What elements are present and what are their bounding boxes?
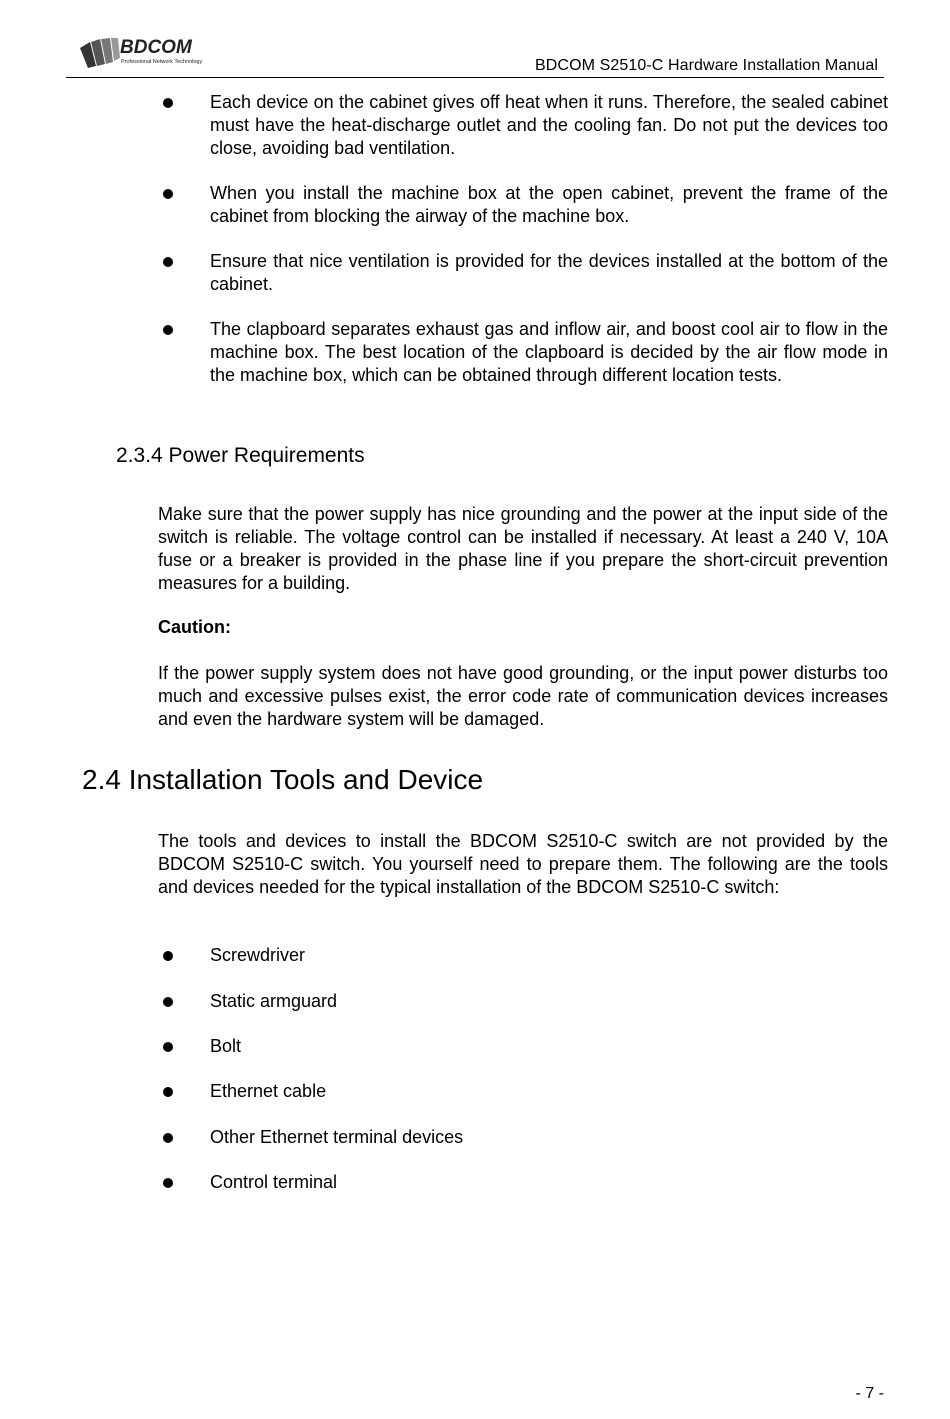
caution-label: Caution: — [158, 617, 231, 637]
list-item — [158, 944, 888, 967]
page-number: - 7 - — [855, 1385, 884, 1402]
list-item — [158, 250, 888, 296]
bullet-icon — [163, 1042, 173, 1052]
tools-paragraph: The tools and devices to install the BDCOM S2510-C switch are not provided by the BDCOM S2510-C switch. You yourself need to prepare them. The following are the tools and devices needed for the typical installation of the BDCOM S2510-C switch: — [158, 831, 888, 897]
list-item-text: Control terminal — [210, 1172, 338, 1192]
list-item — [158, 318, 888, 387]
list-item-text: Static armguard — [210, 991, 338, 1011]
power-paragraph: Make sure that the power supply has nice grounding and the power at the input side of the switch is reliable. The voltage control can be installed if necessary. At least a 240 V, 10A fuse or a breaker is provided in the phase line if you prepare the short-circuit prevention measures for a building. — [158, 504, 888, 593]
manual-title: BDCOM S2510-C Hardware Installation Manual — [534, 57, 878, 74]
bullet-icon — [163, 951, 173, 961]
list-item — [158, 1171, 888, 1194]
list-item — [158, 1126, 888, 1149]
list-item-text: Ethernet cable — [210, 1081, 327, 1101]
bullet-icon — [163, 98, 173, 108]
logo-wordmark: BDCOM — [120, 37, 192, 58]
list-item — [158, 1080, 888, 1103]
bullet-icon — [163, 1133, 173, 1143]
list-item-text: When you install the machine box at the open cabinet, prevent the frame of the cabinet from blocking the airway of the machine box. — [210, 183, 888, 226]
caution-paragraph: If the power supply system does not have good grounding, or the input power disturbs too much and excessive pulses exist, the error code rate of communication devices increases and even the hardware system will be damaged. — [158, 663, 888, 729]
list-item-text: Screwdriver — [210, 945, 306, 965]
list-item-text: Each device on the cabinet gives off heat when it runs. Therefore, the sealed cabinet must have the heat-discharge outlet and the cooling fan. Do not put the devices too close, avoiding bad ventilation. — [210, 92, 888, 158]
list-item — [158, 1035, 888, 1058]
header-divider — [66, 77, 884, 78]
bullet-icon — [163, 1087, 173, 1097]
list-item-text: Ensure that nice ventilation is provided for the devices installed at the bottom of the cabinet. — [210, 251, 888, 294]
bullet-icon — [163, 257, 173, 267]
section-heading-2-3-4: 2.3.4 Power Requirements — [116, 444, 365, 467]
page-header — [0, 0, 950, 80]
list-item-text: Bolt — [210, 1036, 242, 1056]
list-item-text: The clapboard separates exhaust gas and inflow air, and boost cool air to flow in the machine box. The best location of the clapboard is decided by the air flow mode in the machine box, which can be obtained through different location tests. — [210, 319, 888, 385]
bullet-icon — [163, 1178, 173, 1188]
list-item-text: Other Ethernet terminal devices — [210, 1127, 464, 1147]
logo-tagline: Professional Network Technology — [121, 59, 203, 65]
section-heading-2-4: 2.4 Installation Tools and Device — [82, 764, 484, 795]
list-item — [158, 182, 888, 228]
bullet-icon — [163, 997, 173, 1007]
bdcom-logo — [78, 36, 218, 70]
list-item — [158, 91, 888, 160]
bullet-icon — [163, 189, 173, 199]
list-item — [158, 990, 888, 1013]
bullet-icon — [163, 325, 173, 335]
